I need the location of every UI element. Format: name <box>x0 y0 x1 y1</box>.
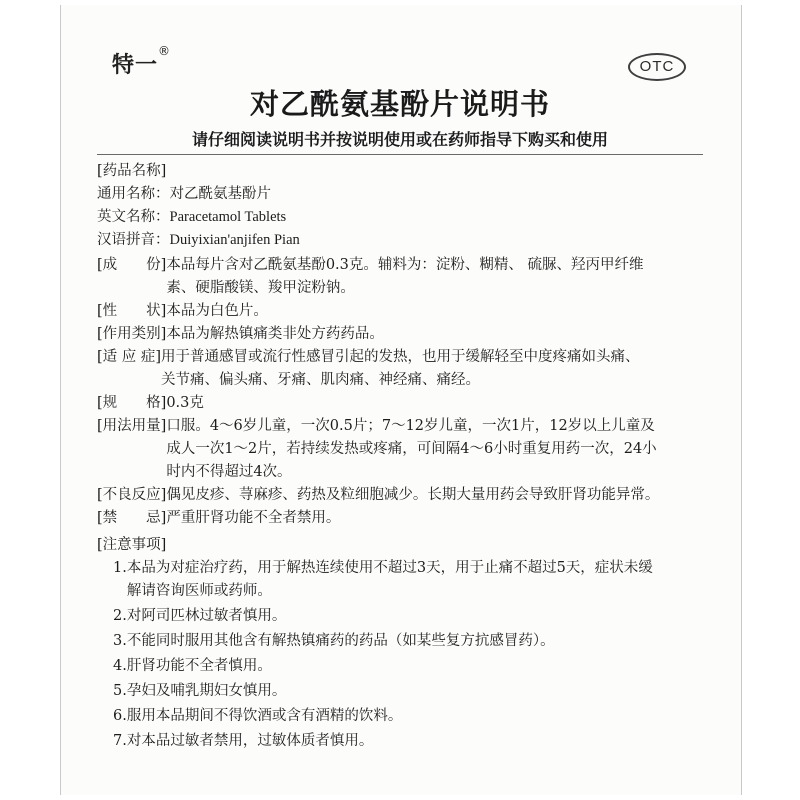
section-text-line: 偶见皮疹、荨麻疹、药热及粒细胞减少。长期大量用药会导致肝肾功能异常。 <box>166 487 660 503</box>
registered-mark: ® <box>158 44 172 58</box>
appearance-section <box>97 300 705 323</box>
section-label: [作用类别] <box>97 326 167 342</box>
precaution-item <box>97 705 705 728</box>
precaution-text-line: 肝肾功能不全者慎用。 <box>126 658 272 674</box>
specification-section <box>97 392 705 415</box>
precaution-item <box>97 730 705 753</box>
section-label: [注意事项] <box>97 537 167 553</box>
generic-name-row <box>97 183 705 206</box>
field-value: 对乙酰氨基酚片 <box>169 186 271 202</box>
pinyin-name-row <box>97 229 705 252</box>
section-text-line: 关节痛、偏头痛、牙痛、肌肉痛、神经痛、痛经。 <box>161 372 481 388</box>
field-value: Duiyixian'anjifen Pian <box>169 232 300 248</box>
section-text-line: 素、硬脂酸镁、羧甲淀粉钠。 <box>166 280 355 296</box>
precaution-text-line: 孕妇及哺乳期妇女慎用。 <box>126 683 287 699</box>
precaution-number: 3. <box>113 633 127 649</box>
precaution-number: 7. <box>113 733 127 749</box>
field-label: 汉语拼音： <box>97 232 170 248</box>
category-section <box>97 323 705 346</box>
ingredients-section <box>97 254 705 300</box>
section-text-line: 本品为解热镇痛类非处方药药品。 <box>166 326 384 342</box>
precaution-item <box>97 680 705 703</box>
header-divider <box>97 154 703 155</box>
brand-logo <box>112 44 172 79</box>
section-text-line: 成人一次1～2片，若持续发热或疼痛，可间隔4～6小时重复用药一次，24小 <box>166 441 657 457</box>
section-label: [成 份] <box>97 257 167 273</box>
section-text-line: 0.3克 <box>166 395 204 411</box>
section-text-line: 用于普通感冒或流行性感冒引起的发热，也用于缓解轻至中度疼痛如头痛、 <box>161 349 640 365</box>
precaution-text-line: 不能同时服用其他含有解热镇痛药的药品（如某些复方抗感冒药）。 <box>126 633 555 649</box>
precaution-number: 6. <box>113 708 127 724</box>
otc-badge: OTC <box>628 53 686 81</box>
brand-name: 特一 <box>112 53 159 78</box>
precaution-number: 1. <box>113 560 127 576</box>
precaution-number: 4. <box>113 658 127 674</box>
section-label: [适 应 症] <box>97 349 162 365</box>
precaution-item <box>97 605 705 628</box>
section-text-line: 本品每片含对乙酰氨基酚0.3克。辅料为：淀粉、糊精、 硫脲、羟丙甲纤维 <box>166 257 644 273</box>
contraindications-section <box>97 507 705 530</box>
precaution-text-line: 对本品过敏者禁用，过敏体质者慎用。 <box>126 733 374 749</box>
precaution-number: 5. <box>113 683 127 699</box>
section-text-line: 口服。4～6岁儿童，一次0.5片；7～12岁儿童，一次1片，12岁以上儿童及 <box>166 418 655 434</box>
field-label: 英文名称： <box>97 209 170 225</box>
leaflet-content <box>97 160 705 753</box>
section-label: [药品名称] <box>97 163 167 179</box>
precaution-item <box>97 557 705 603</box>
english-name-row <box>97 206 705 229</box>
section-text-line: 时内不得超过4次。 <box>166 464 292 480</box>
section-label: [性 状] <box>97 303 167 319</box>
dosage-section <box>97 415 705 484</box>
precaution-text-line: 对阿司匹林过敏者慎用。 <box>126 608 287 624</box>
section-label: [禁 忌] <box>97 510 167 526</box>
precautions-section <box>97 534 705 753</box>
precaution-number: 2. <box>113 608 127 624</box>
field-value: Paracetamol Tablets <box>169 209 287 225</box>
adverse-reactions-section <box>97 484 705 507</box>
section-label: [不良反应] <box>97 487 167 503</box>
section-text-line: 严重肝肾功能不全者禁用。 <box>166 510 341 526</box>
precaution-item <box>97 655 705 678</box>
precaution-text-line: 服用本品期间不得饮酒或含有酒精的饮料。 <box>126 708 403 724</box>
section-label: [规 格] <box>97 395 167 411</box>
drug-name-section <box>97 160 705 252</box>
precaution-item <box>97 630 705 653</box>
document-title: 对乙酰氨基酚片说明书 <box>249 87 550 121</box>
precaution-text-line: 解请咨询医师或药师。 <box>126 583 272 599</box>
precaution-text-line: 本品为对症治疗药，用于解热连续使用不超过3天，用于止痛不超过5天，症状未缓 <box>126 560 653 576</box>
field-label: 通用名称： <box>97 186 170 202</box>
section-text-line: 本品为白色片。 <box>166 303 268 319</box>
section-label: [用法用量] <box>97 418 167 434</box>
document-subtitle: 请仔细阅读说明书并按说明使用或在药师指导下购买和使用 <box>191 130 608 149</box>
indications-section <box>97 346 705 392</box>
drug-name-heading <box>97 160 705 183</box>
